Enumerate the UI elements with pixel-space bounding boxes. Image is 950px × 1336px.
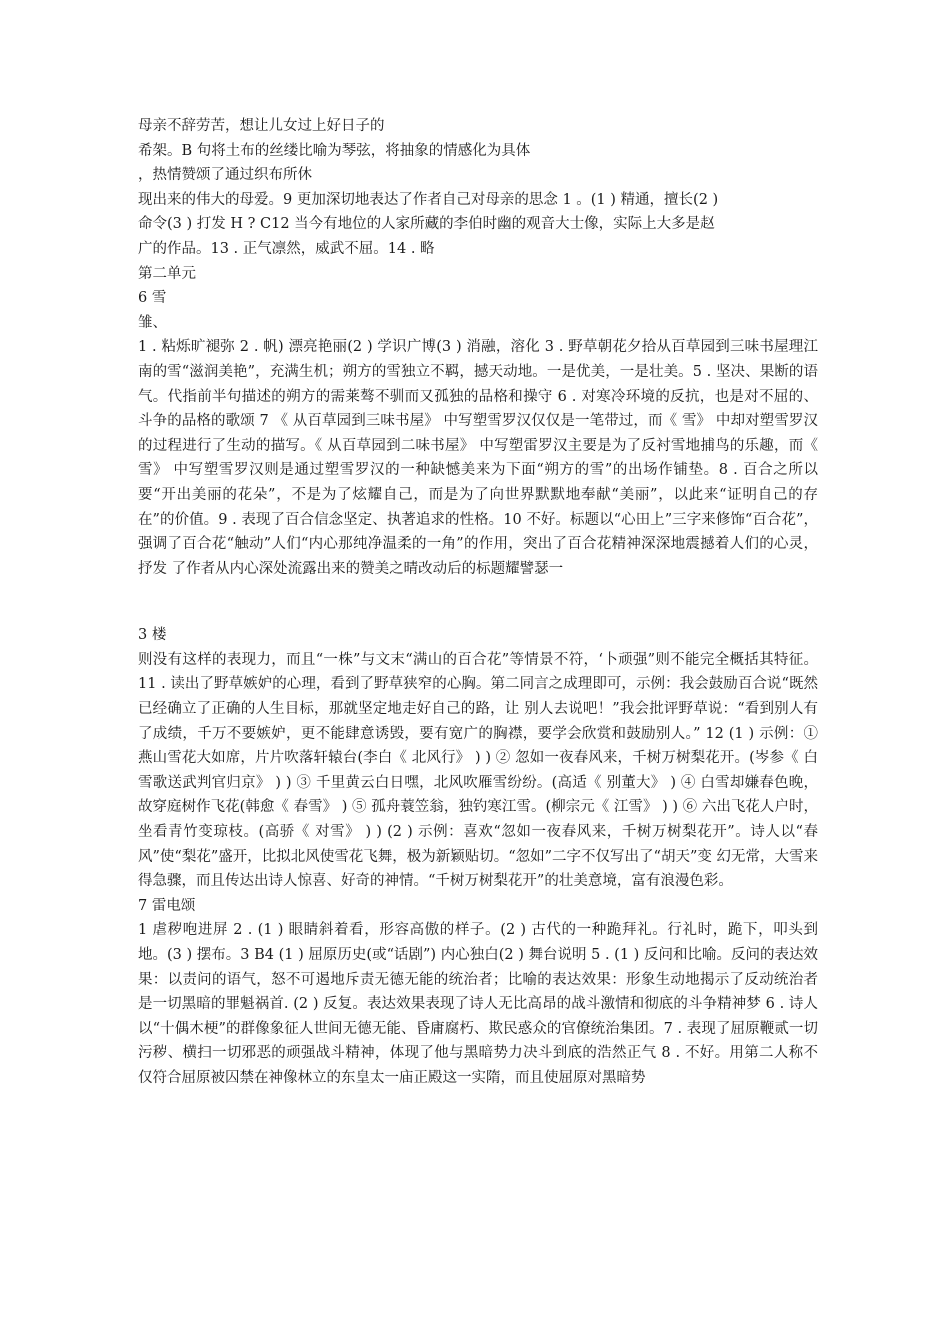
answer-paragraph: 1 虐秽咆进屏 2 . (1 ) 眼睛斜着看，形容高傲的样子。(2 ) 古代的一种跪拜礼。行礼时，跪下，叩头到地。(3 ) 摆布。3 B4 (1 ) 屈原历史(或“话剧”) 内心独白(2 ) 舞台说明 5 . (1 ) 反问和比喻。反问的表达效果：以责问的语气，怒不可遏地斥责无德无能的统治者；比喻的表达效果：形象生动地揭示了反动统治者是一切黑暗的罪魁祸首. (2 ) 反复。表达效果表现了诗人无比高昂的战斗激情和彻底的斗争精神梦 6 . 诗人以“十偶木梗”的群像象征人世间无德无能、昏庸腐朽、欺民惑众的官僚统治集团。7 . 表现了屈原鞭贰一切污秽、横扫一切邪恶的顽强战斗精神，体现了他与黑暗势力决斗到底的浩然正气 8 . 不好。用第二人称不仅符合屈原被囚禁在神像林立的东皇太一庙正殿这一实隋，而且使屈原对黑暗势: [138, 922, 818, 1086]
floor-label: 3 楼: [138, 627, 167, 644]
document-page: [138, 114, 818, 1091]
blank-gap: [138, 581, 818, 623]
text-line: 希架。B 句将土布的丝缕比喻为琴弦，将抽象的情感化为具体: [138, 142, 531, 159]
text-line: 母亲不辞劳苦，想让儿女过上好日子的: [138, 118, 385, 134]
lesson-heading: 7 雷电颂: [138, 897, 196, 914]
text-line: ，热情赞颂了通过织布所休: [138, 167, 312, 184]
unit-heading: 第二单元: [138, 265, 196, 282]
answer-paragraph: 则没有这样的表现力，而且“一株”与文末“满山的百合花”等情景不符，‘卜顽强”则不能完全概括其特征。11 . 读出了野草嫉妒的心理，看到了野草狭窄的心胸。第二同言之成理即可，示例：我会鼓励百合说“既然已经确立了正确的人生目标，那就坚定地走好自己的路，让 别人去说吧！”我会批评野草说：“看到别人有了成绩，千万不要嫉妒，更不能肆意诱毁，要有宽广的胸襟，要学会欣赏和鼓励别人。” 12 (1 ) 示例：① 燕山雪花大如席，片片吹落轩辕台(李白《 北风行》 ) ) ② 忽如一夜春风来，千树万树梨花开。(岑参《 白雪歌送武判官归京》 ) ) ③ 千里黄云白日嘿，北风吹雁雪纷纷。(高适《 别董大》 ) ④ 白雪却嫌春色晚，故穿庭树作飞花(韩愈《 春雪》 ) ⑤ 孤舟蓑笠翁，独钓寒江雪。(柳宗元《 江雪》 ) ) ⑥ 六出飞花人户时，坐看青竹变琼枝。(高骄《 对雪》 ) ) (2 ) 示例：喜欢“忽如一夜春风来，千树万树梨花开”。诗人以“春风”使“梨花”盛开，比拟北风使雪花飞舞，极为新颖贴切。“忽如”二字不仅写出了“胡天”变 幻无常，大雪来得急骤，而且传达出诗人惊喜、好奇的神情。“千树万树梨花开”的壮美意境，富有浪漫色彩。: [138, 651, 818, 890]
answer-paragraph: 1 . 粘烁旷褪弥 2 . 帆) 漂亮艳丽(2 ) 学识广博(3 ) 消融，溶化 3 . 野草朝花夕拾从百草园到三味书屋理江南的雪“滋润美艳”，充满生机；朔方的雪独立不羁，撼天动地。一是优美，一是壮美。5 . 坚决、果断的语气。代指前半句描述的朔方的需莱骜不驯而又孤独的品格和操守 6 . 对寒冷环境的反抗，也是对不屈的、斗争的品格的歌颂 7 《 从百草园到三味书屋》 中写塑雪罗汉仅仅是一笔带过，而《 雪》 中却对塑雪罗汉的过程进行了生动的描写。《 从百草园到二味书屋》 中写塑雷罗汉主要是为了反衬雪地捕鸟的乐趣，而《 雪》 中写塑雪罗汉则是通过塑雪罗汉的一种缺憾美来为下面“朔方的雪”的出场作铺垫。8 . 百合之所以要“开出美丽的花朵”，不是为了炫耀自己，而是为了向世界默默地奉献“美丽”，以此来“证明自己的存在”的价值。9 . 表现了百合信念坚定、执著追求的性格。10 不好。标题以“心田上”三字来修饰“百合花”，强调了百合花“触动”人们“内心那纯净温柔的一角”的作用，突出了百合花精神深深地震撼着人们的心灵，抒发 了作者从内心深处流露出来的赞美之晴改动后的标题耀譬瑟一: [138, 339, 818, 577]
text-line: 命令(3 ) 打发 H ? C12 当今有地位的人家所藏的李伯时幽的观音大士像，实际上大多是赵: [138, 216, 715, 233]
text-line: 雏、: [138, 314, 167, 331]
text-line: 现出来的伟大的母爱。9 更加深切地表达了作者自己对母亲的思念 1 。(1 ) 精通，擅长(2 ): [138, 191, 719, 208]
text-line: 广的作品。13 . 正气凛然，威武不屈。14 . 略: [138, 240, 435, 257]
lesson-heading: 6 雪: [138, 290, 167, 307]
